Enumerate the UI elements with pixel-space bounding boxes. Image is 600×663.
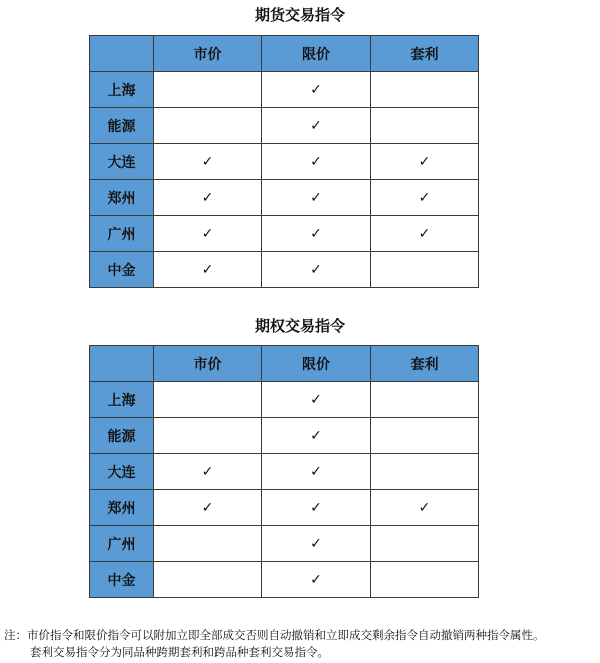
check-cell <box>371 526 479 562</box>
check-cell <box>371 382 479 418</box>
check-cell: ✓ <box>371 490 479 526</box>
row-header-exchange: 能源 <box>90 108 154 144</box>
row-header-exchange: 大连 <box>90 454 154 490</box>
check-cell: ✓ <box>154 252 262 288</box>
column-header-arbitrage: 套利 <box>371 36 479 72</box>
check-cell <box>154 562 262 598</box>
table-header-row <box>90 36 479 72</box>
check-cell <box>371 418 479 454</box>
table-row <box>90 216 479 252</box>
check-cell: ✓ <box>262 454 371 490</box>
table-row <box>90 144 479 180</box>
table-row <box>90 180 479 216</box>
check-cell: ✓ <box>371 216 479 252</box>
check-cell: ✓ <box>262 252 371 288</box>
row-header-exchange: 郑州 <box>90 490 154 526</box>
table-row <box>90 562 479 598</box>
footnote-line-2: 套利交易指令分为同品种跨期套利和跨品种套利交易指令。 <box>30 645 329 659</box>
check-cell: ✓ <box>154 180 262 216</box>
row-header-exchange: 大连 <box>90 144 154 180</box>
options-table-title: 期权交易指令 <box>254 317 345 335</box>
column-header-limit: 限价 <box>262 346 371 382</box>
check-cell: ✓ <box>371 180 479 216</box>
column-header-market: 市价 <box>154 36 262 72</box>
table-row <box>90 418 479 454</box>
check-cell <box>154 526 262 562</box>
futures-order-table <box>89 35 479 288</box>
table-row <box>90 454 479 490</box>
check-cell: ✓ <box>262 72 371 108</box>
check-cell <box>154 418 262 454</box>
check-cell: ✓ <box>262 562 371 598</box>
check-cell: ✓ <box>262 382 371 418</box>
check-cell <box>371 252 479 288</box>
check-cell: ✓ <box>262 180 371 216</box>
table-row <box>90 382 479 418</box>
check-cell: ✓ <box>154 216 262 252</box>
check-cell: ✓ <box>262 526 371 562</box>
header-corner-cell <box>90 346 154 382</box>
header-corner-cell <box>90 36 154 72</box>
check-cell <box>154 72 262 108</box>
check-cell <box>154 382 262 418</box>
check-cell <box>371 72 479 108</box>
check-cell <box>371 562 479 598</box>
futures-table-title: 期货交易指令 <box>254 6 345 24</box>
table-row <box>90 490 479 526</box>
column-header-arbitrage: 套利 <box>371 346 479 382</box>
check-cell: ✓ <box>154 454 262 490</box>
check-cell: ✓ <box>262 108 371 144</box>
check-cell: ✓ <box>262 418 371 454</box>
table-row <box>90 108 479 144</box>
table-row <box>90 72 479 108</box>
check-cell <box>371 108 479 144</box>
footnote-line-1: 注：市价指令和限价指令可以附加立即全部成交否则自动撤销和立即成交剩余指令自动撤销两种指令属性。 <box>4 628 545 642</box>
row-header-exchange: 广州 <box>90 526 154 562</box>
check-cell: ✓ <box>262 144 371 180</box>
options-order-table <box>89 345 479 598</box>
check-cell: ✓ <box>371 144 479 180</box>
check-cell: ✓ <box>262 490 371 526</box>
check-cell <box>371 454 479 490</box>
row-header-exchange: 中金 <box>90 562 154 598</box>
column-header-limit: 限价 <box>262 36 371 72</box>
check-cell: ✓ <box>154 490 262 526</box>
row-header-exchange: 中金 <box>90 252 154 288</box>
table-row <box>90 526 479 562</box>
row-header-exchange: 上海 <box>90 72 154 108</box>
row-header-exchange: 上海 <box>90 382 154 418</box>
table-header-row <box>90 346 479 382</box>
column-header-market: 市价 <box>154 346 262 382</box>
row-header-exchange: 能源 <box>90 418 154 454</box>
row-header-exchange: 广州 <box>90 216 154 252</box>
table-row <box>90 252 479 288</box>
row-header-exchange: 郑州 <box>90 180 154 216</box>
check-cell: ✓ <box>262 216 371 252</box>
check-cell <box>154 108 262 144</box>
check-cell: ✓ <box>154 144 262 180</box>
